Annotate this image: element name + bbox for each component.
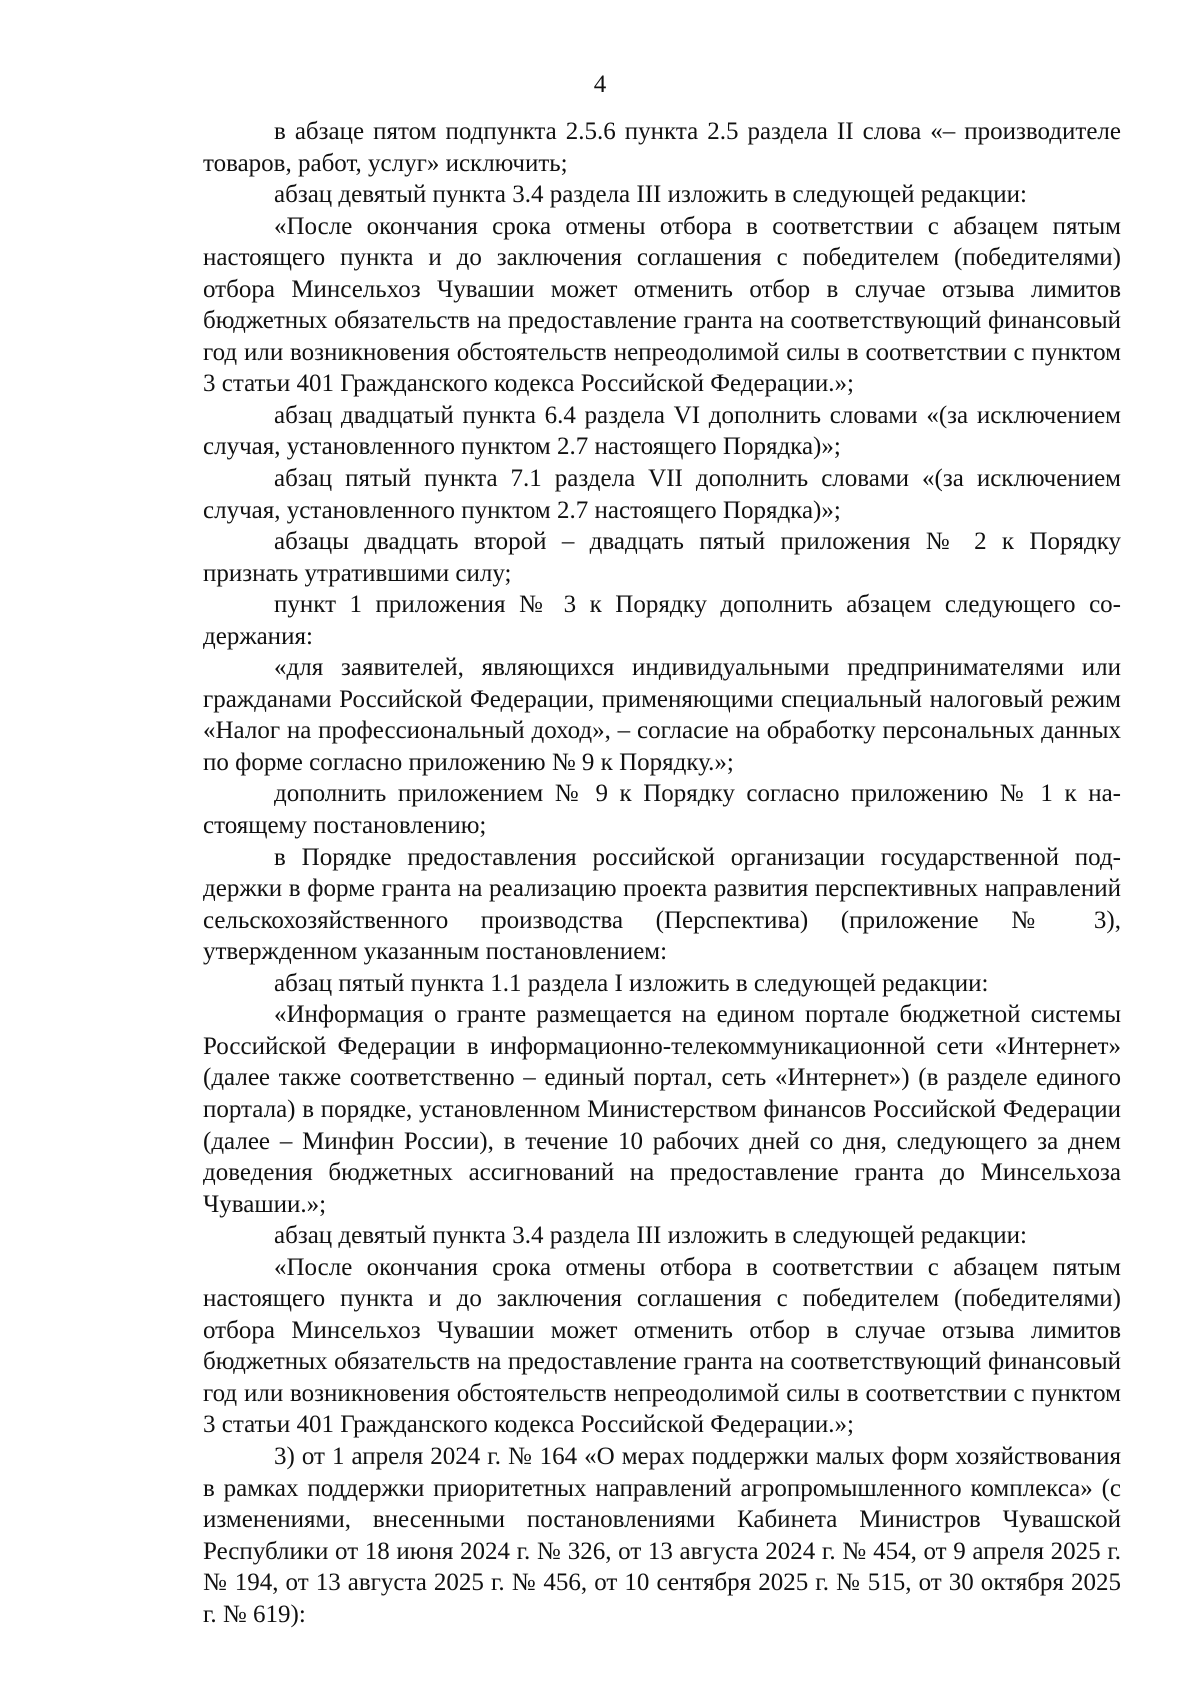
paragraph-11: абзац пятый пункта 1.1 раздела I изложить в следующей редакции: xyxy=(274,969,989,997)
paragraph-15: 3) от 1 апреля 2024 г. № 164 «О мерах поддержки малых форм хозяйствования в рамках поддержки приоритетных направлений агропромышленного комплекса» (с изменениями, внесенными постановлениями Кабинета Министров Чувашской Республики от 18 июня 2024 г. № 326, от 13 августа 2024 г. № 454, от 9 апреля 2025 г. № 194, от 13 августа 2025 г. № 456, от 10 сентября 2025 г. № 515, от 30 октября 2025 г. № 619): xyxy=(203,1442,1121,1628)
paragraph-12: «Информация о гранте размещается на едином портале бюджетной системы Российской Федерации в информационно-телекоммуникационной сети «Интернет» (далее также соответственно – единый портал, сеть «Интернет») (в разделе единого портала) в порядке, установленном Министерством финансов Российской Федерации (далее – Минфин России), в течение 10 рабочих дней со дня, следующего за днем доведения бюджетных ассигнований на предоставление гранта до Минсельхоза Чувашии.»; xyxy=(203,1001,1121,1218)
paragraph-1: в абзаце пятом подпункта 2.5.6 пункта 2.5 раздела II слова «– производителе товаров, работ, услуг» исключить; xyxy=(203,118,1121,177)
paragraph-2: абзац девятый пункта 3.4 раздела III изложить в следующей редакции: xyxy=(274,181,1028,209)
paragraph-10: в Порядке предоставления российской организации государственной поддержки в форме гранта на реализацию проекта развития перспективных направлений сельскохозяйственного производства (Перспектива) (приложение № 3), утвержденном указанным постановлением: xyxy=(203,843,1121,966)
paragraph-3: «После окончания срока отмены отбора в соответствии с абзацем пятым настоящего пункта и до заключения соглашения с победителем (победителями) отбора Минсельхоз Чувашии может отменить отбор в случае отзыва лимитов бюджетных обязательств на предоставление гранта на соответствующий финансовый год или возникновения обстоятельств непреодолимой силы в соответствии с пунктом 3 статьи 401 Гражданского кодекса Российской Федерации.»; xyxy=(203,212,1121,398)
paragraph-13: абзац девятый пункта 3.4 раздела III изложить в следующей редакции: xyxy=(274,1222,1028,1250)
paragraph-7: пункт 1 приложения № 3 к Порядку дополнить абзацем следующего содержания: xyxy=(203,591,1121,650)
paragraph-14: «После окончания срока отмены отбора в соответствии с абзацем пятым настоящего пункта и до заключения соглашения с победителем (победителями) отбора Минсельхоз Чувашии может отменить отбор в случае отзыва лимитов бюджетных обязательств на предоставление гранта на соответствующий финансовый год или возникновения обстоятельств непреодолимой силы в соответствии с пунктом 3 статьи 401 Гражданского кодекса Российской Федерации.»; xyxy=(203,1253,1121,1439)
page-number: 4 xyxy=(593,71,607,98)
paragraph-6: абзацы двадцать второй – двадцать пятый приложения № 2 к Порядку признать утратившими силу; xyxy=(203,528,1121,587)
paragraph-9: дополнить приложением № 9 к Порядку согласно приложению № 1 к настоящему постановлению; xyxy=(203,780,1121,840)
paragraph-5: абзац пятый пункта 7.1 раздела VII дополнить словами «(за исключением случая, установленного пунктом 2.7 настоящего Порядка)»; xyxy=(203,465,1121,524)
document-body xyxy=(203,116,1121,1630)
paragraph-4: абзац двадцатый пункта 6.4 раздела VI дополнить словами «(за исключением случая, установленного пунктом 2.7 настоящего Порядка)»; xyxy=(203,401,1121,461)
paragraph-8: «для заявителей, являющихся индивидуальными предпринимателями или гражданами Российской Федерации, применяющими специальный налоговый режим «Налог на профессиональный доход», – согласие на обработку персональных данных по форме согласно приложению № 9 к Порядку.»; xyxy=(203,654,1121,776)
